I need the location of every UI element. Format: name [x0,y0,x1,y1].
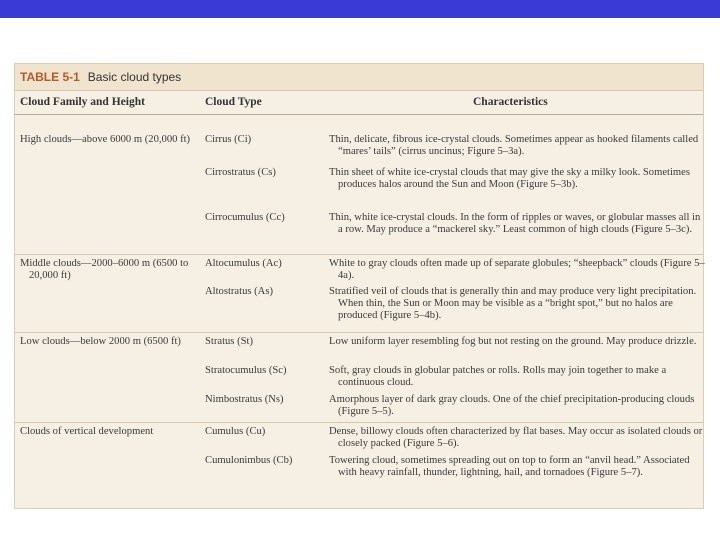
cloud-type-cirrocumulus: Cirrocumulus (Cc) [205,212,285,223]
cloud-type-cumulonimbus: Cumulonimbus (Cb) [205,455,293,466]
family-middle-clouds: Middle clouds—2000–6000 m (6500 to 20,000 ft) [20,258,189,282]
table-header [15,90,703,115]
characteristics-nimbostratus: Amorphous layer of dark gray clouds. One of the chief precipitation-producing clouds (Figure 5–5). [329,394,695,418]
header-cloud-type: Cloud Type [205,96,262,108]
cloud-type-cirrus: Cirrus (Ci) [205,134,252,145]
characteristics-stratus: Low uniform layer resembling fog but not resting on the ground. May produce drizzle. [329,336,697,347]
characteristics-stratocumulus: Soft, gray clouds in globular patches or rolls. Rolls may join together to make a continuous cloud. [329,365,667,389]
header-cloud-family: Cloud Family and Height [20,96,145,108]
characteristics-altocumulus: White to gray clouds often made up of separate globules; “sheepback” clouds (Figure 5–4a). [329,258,705,282]
cloud-type-altocumulus: Altocumulus (Ac) [205,258,282,269]
cloud-type-cirrostratus: Cirrostratus (Cs) [205,167,276,178]
cloud-type-stratus: Stratus (St) [205,336,253,347]
table-number: TABLE 5-1 [20,70,80,84]
cloud-type-stratocumulus: Stratocumulus (Sc) [205,365,287,376]
cloud-type-cumulus: Cumulus (Cu) [205,426,266,437]
characteristics-altostratus: Stratified veil of clouds that is generally thin and may produce very light precipitation. When thin, the Sun or Moon may be visible as a “bright spot,” but no halos are produced (Figure 5–4b). [329,286,697,322]
characteristics-cirrus: Thin, delicate, fibrous ice-crystal clouds. Sometimes appear as hooked filaments called “mares’ tails” (cirrus uncinus; Figure 5–3a). [329,134,699,158]
family-low-clouds: Low clouds—below 2000 m (6500 ft) [20,336,181,347]
cloud-type-altostratus: Altostratus (As) [205,286,273,297]
characteristics-cumulus: Dense, billowy clouds often characterized by flat bases. May occur as isolated clouds or closely packed (Figure 5–6). [329,426,703,450]
slide [0,18,720,540]
family-high-clouds: High clouds—above 6000 m (20,000 ft) [20,134,191,145]
group-separator [15,332,703,333]
group-separator [15,254,703,255]
family-vertical-development: Clouds of vertical development [20,426,154,437]
characteristics-cirrocumulus: Thin, white ice-crystal clouds. In the form of ripples or waves, or globular masses all in a row. May produce a “mackerel sky.” Least common of high clouds (Figure 5–3c). [329,212,701,236]
table-caption [15,64,703,91]
header-characteristics: Characteristics [473,96,548,108]
table-title: Basic cloud types [87,70,182,84]
characteristics-cirrostratus: Thin sheet of white ice-crystal clouds that may give the sky a milky look. Sometimes produces halos around the Sun and Moon (Figure 5–3b). [329,167,690,191]
characteristics-cumulonimbus: Towering cloud, sometimes spreading out on top to form an “anvil head.” Associated with heavy rainfall, thunder, lightning, hail, and tornadoes (Figure 5–7). [329,455,690,479]
group-separator [15,422,703,423]
cloud-types-table [14,63,704,509]
cloud-type-nimbostratus: Nimbostratus (Ns) [205,394,284,405]
